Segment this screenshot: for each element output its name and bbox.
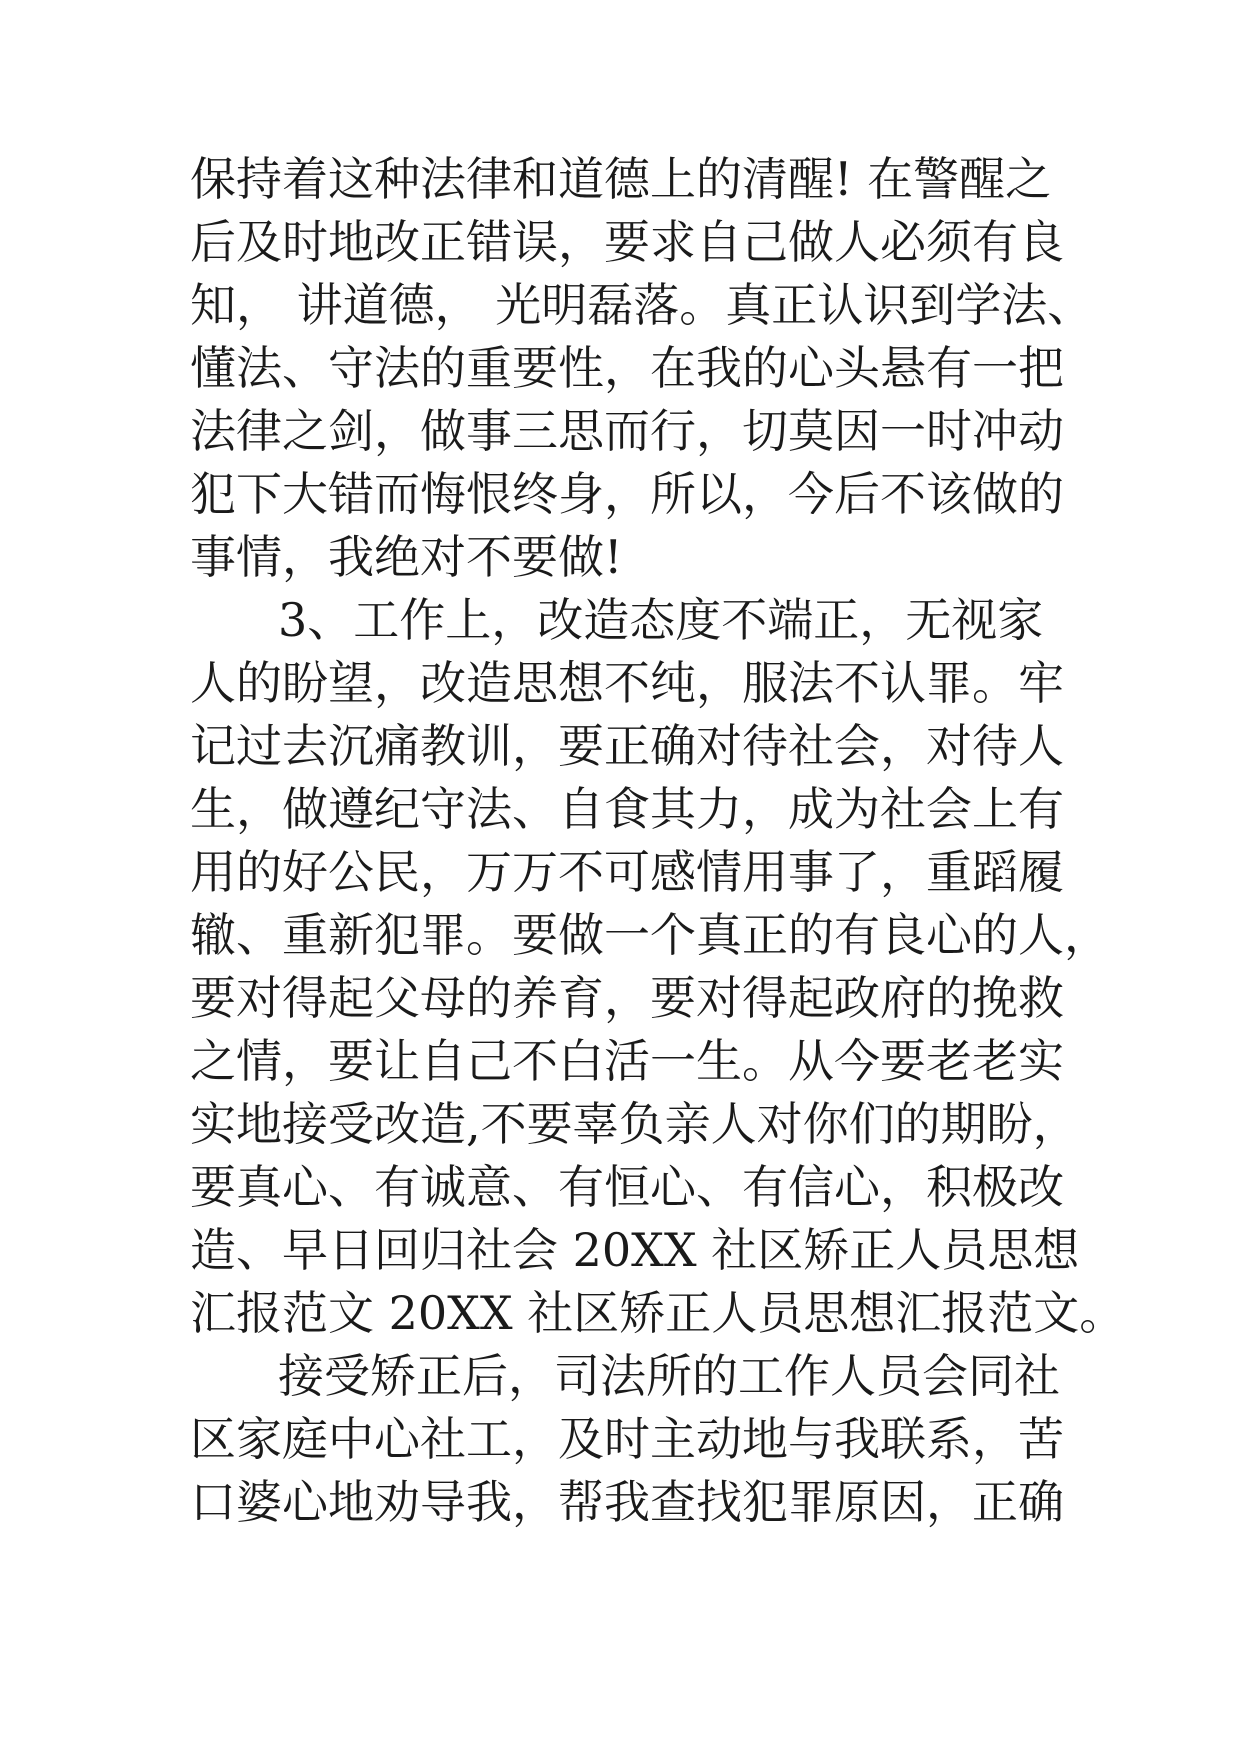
text-line: 要真心、有诚意、有恒心、有信心，积极改 <box>190 1160 1064 1214</box>
document-body <box>190 148 1126 1534</box>
text-line: 造、早日回归社会 20XX 社区矫正人员思想 <box>190 1223 1080 1277</box>
text-line: 辙、重新犯罪。要做一个真正的有良心的人， <box>190 908 1110 962</box>
text-line: 后及时地改正错误，要求自己做人必须有良 <box>190 215 1064 269</box>
text-line: 法律之剑，做事三思而行，切莫因一时冲动 <box>190 404 1064 458</box>
text-line: 人的盼望，改造思想不纯，服法不认罪。牢 <box>190 656 1064 710</box>
text-line: 事情，我绝对不要做! <box>190 530 623 584</box>
text-line: 犯下大错而悔恨终身，所以，今后不该做的 <box>190 467 1064 521</box>
paragraph-start-line: 接受矫正后，司法所的工作人员会同社 <box>278 1349 1060 1403</box>
text-line: 汇报范文 20XX 社区矫正人员思想汇报范文。 <box>190 1286 1126 1340</box>
text-line: 口婆心地劝导我，帮我查找犯罪原因，正确 <box>190 1475 1064 1529</box>
text-line: 之情，要让自己不白活一生。从今要老老实 <box>190 1034 1064 1088</box>
text-line: 知， 讲道德， 光明磊落。真正认识到学法、 <box>190 278 1094 332</box>
text-line: 生，做遵纪守法、自食其力，成为社会上有 <box>190 782 1064 836</box>
text-line: 区家庭中心社工，及时主动地与我联系，苦 <box>190 1412 1064 1466</box>
text-line: 用的好公民，万万不可感情用事了，重蹈履 <box>190 845 1064 899</box>
paragraph-start-line: 3、工作上，改造态度不端正，无视家 <box>278 593 1044 647</box>
text-line: 要对得起父母的养育，要对得起政府的挽救 <box>190 971 1064 1025</box>
text-line: 实地接受改造,不要辜负亲人对你们的期盼， <box>190 1097 1079 1151</box>
text-line: 懂法、守法的重要性，在我的心头悬有一把 <box>190 341 1064 395</box>
text-line: 保持着这种法律和道德上的清醒! 在警醒之 <box>190 152 1052 206</box>
text-line: 记过去沉痛教训，要正确对待社会，对待人 <box>190 719 1064 773</box>
